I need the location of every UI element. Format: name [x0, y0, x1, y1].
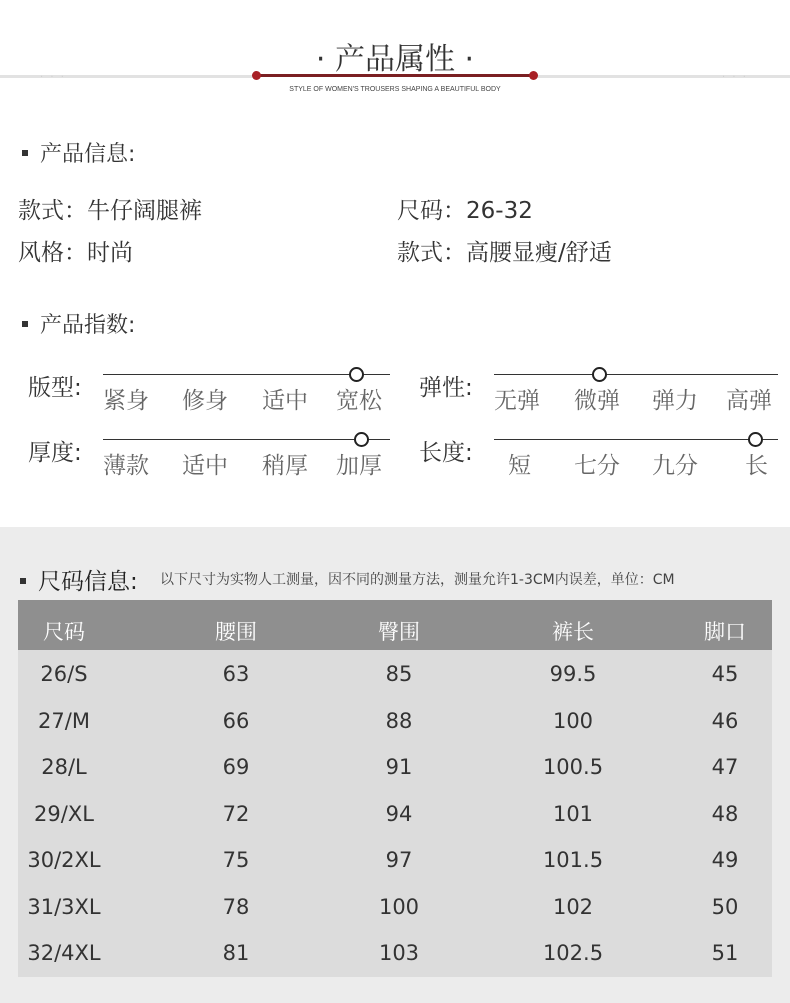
- rating-label-length: 长度:: [419, 440, 473, 466]
- col-header-hem: 脚口: [704, 620, 746, 644]
- rating-track-thickness: [103, 439, 390, 440]
- cell-hem: 45: [711, 662, 739, 686]
- cell-waist: 63: [222, 662, 250, 686]
- product-info-heading: [22, 137, 135, 168]
- info-fit: 款式：高腰显瘦/舒适: [397, 240, 612, 266]
- page-title: · 产品属性 ·: [315, 42, 475, 77]
- size-info-heading: [20, 563, 138, 596]
- rating-track-length: [494, 439, 778, 440]
- cell-hip: 103: [378, 941, 420, 965]
- cell-length: 100: [552, 708, 594, 733]
- cell-length: 100.5: [542, 755, 604, 779]
- rating-knob-fit: [349, 367, 364, 382]
- cell-size: 29/XL: [34, 801, 94, 826]
- rating-option: 稍厚: [262, 453, 308, 479]
- rating-track-elasticity: [494, 374, 778, 375]
- rating-option: 无弹: [494, 388, 540, 414]
- cell-length: 101: [552, 801, 594, 826]
- cell-hip: 85: [385, 662, 413, 686]
- cell-length: 101.5: [542, 848, 604, 872]
- rating-label-elasticity: 弹性:: [419, 375, 473, 401]
- rating-option: 高弹: [726, 388, 772, 414]
- col-header-waist: 腰围: [215, 620, 257, 644]
- cell-size: 32/4XL: [27, 941, 101, 965]
- cell-hem: 49: [711, 848, 739, 872]
- cell-hem: 48: [711, 801, 739, 826]
- rating-option: 修身: [182, 388, 228, 414]
- bullet-icon: [22, 150, 28, 156]
- info-fashion: 风格：时尚: [18, 240, 133, 266]
- page-subtitle: STYLE OF WOMEN'S TROUSERS SHAPING A BEAUTIFUL BODY: [289, 86, 501, 93]
- cell-length: 102.5: [542, 941, 604, 965]
- product-index-heading-text: 产品指数:: [40, 313, 136, 338]
- cell-hem: 51: [711, 941, 739, 965]
- cell-waist: 69: [222, 755, 250, 779]
- rating-option: 九分: [652, 453, 698, 479]
- cell-hem: 46: [711, 708, 739, 733]
- rating-option: 适中: [182, 453, 228, 479]
- cell-size: 26/S: [40, 662, 88, 686]
- cell-size: 28/L: [41, 755, 87, 779]
- cell-size: 30/2XL: [27, 848, 101, 872]
- cell-waist: 81: [222, 941, 250, 965]
- rating-label-fit: 版型:: [28, 375, 82, 401]
- info-size: 尺码：26-32: [397, 198, 533, 224]
- rating-option: 七分: [574, 453, 620, 479]
- rating-knob-elasticity: [592, 367, 607, 382]
- cell-length: 99.5: [549, 662, 597, 686]
- cell-waist: 72: [222, 801, 250, 826]
- rating-option: 薄款: [103, 453, 149, 479]
- info-style: 款式：牛仔阔腿裤: [18, 198, 202, 224]
- rating-option: 加厚: [336, 453, 382, 479]
- rating-option: 紧身: [103, 388, 149, 414]
- rating-label-thickness: 厚度:: [28, 440, 82, 466]
- cell-hip: 100: [378, 894, 420, 919]
- cell-waist: 78: [222, 894, 250, 919]
- col-header-size: 尺码: [43, 620, 85, 644]
- rating-option: 适中: [262, 388, 308, 414]
- cell-hip: 88: [385, 708, 413, 733]
- cell-hem: 50: [711, 894, 739, 919]
- rating-knob-length: [748, 432, 763, 447]
- product-info-heading-text: 产品信息:: [40, 142, 136, 167]
- col-header-hip: 臀围: [378, 620, 420, 644]
- cell-hip: 94: [385, 801, 413, 826]
- cell-hip: 97: [385, 848, 413, 872]
- rating-option: 微弹: [574, 388, 620, 414]
- header-dots-right: · · ·: [722, 72, 748, 83]
- product-index-heading: [22, 308, 135, 339]
- rating-option: 短: [508, 453, 531, 479]
- rating-option: 宽松: [336, 388, 382, 414]
- cell-size: 31/3XL: [27, 894, 101, 919]
- bullet-icon: [20, 578, 26, 584]
- cell-length: 102: [552, 894, 594, 919]
- cell-waist: 75: [222, 848, 250, 872]
- rating-knob-thickness: [354, 432, 369, 447]
- header-dots-left: · · ·: [40, 72, 66, 83]
- rating-option: 长: [745, 453, 768, 479]
- cell-size: 27/M: [38, 708, 90, 733]
- bullet-icon: [22, 321, 28, 327]
- cell-hip: 91: [385, 755, 413, 779]
- rating-track-fit: [103, 374, 390, 375]
- rating-option: 弹力: [652, 388, 698, 414]
- size-info-note: 以下尺寸为实物人工测量，因不同的测量方法，测量允许1-3CM内误差，单位：CM: [160, 572, 675, 588]
- col-header-length: 裤长: [552, 620, 594, 644]
- cell-hem: 47: [711, 755, 739, 779]
- cell-waist: 66: [222, 708, 250, 733]
- size-info-heading-text: 尺码信息:: [38, 569, 138, 595]
